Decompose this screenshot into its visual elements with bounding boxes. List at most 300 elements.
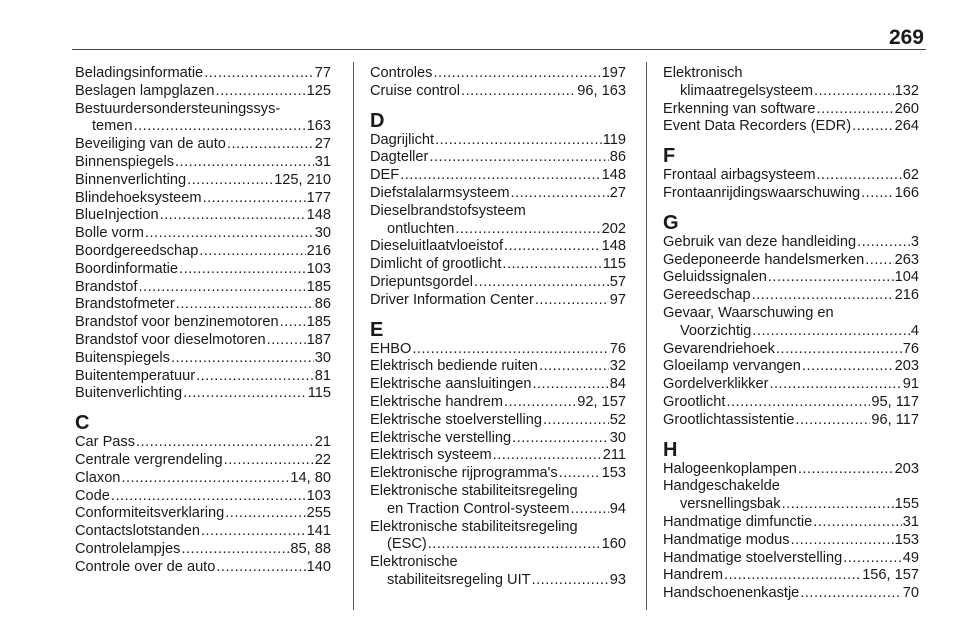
index-entry-title: Boordgereedschap	[75, 242, 199, 259]
index-entry	[75, 243, 331, 261]
dot-leader	[267, 332, 306, 350]
dot-leader	[196, 368, 314, 386]
dot-leader	[199, 243, 305, 261]
index-letter-heading: F	[663, 145, 676, 168]
index-entry	[370, 274, 626, 292]
index-entry	[75, 559, 331, 577]
index-entry	[75, 172, 331, 190]
index-letter-heading: E	[370, 318, 384, 341]
index-entry-title: Bolle vorm	[75, 225, 144, 242]
index-entry	[370, 376, 626, 394]
index-entry-title: Frontaal airbagsysteem	[663, 167, 816, 184]
index-entry	[75, 434, 331, 452]
dot-leader	[798, 461, 894, 479]
index-entry-title: Grootlicht	[663, 393, 726, 410]
index-entry	[663, 514, 919, 532]
index-entry-title: Controle over de auto	[75, 558, 216, 575]
index-entry	[370, 465, 626, 483]
index-entry	[75, 452, 331, 470]
index-entry-title: Diefstalalarmsysteem	[370, 184, 510, 201]
dot-leader	[768, 269, 894, 287]
index-entry-pages: 27	[314, 136, 331, 153]
dot-leader	[769, 376, 901, 394]
index-entry-title: Binnenspiegels	[75, 153, 174, 170]
index-entry-title: Buitentemperatuur	[75, 367, 196, 384]
dot-leader	[111, 488, 306, 506]
index-entry	[75, 190, 331, 208]
index-entry-title: Handmatige modus	[663, 531, 790, 548]
index-entry-title: Gereedschap	[663, 287, 751, 304]
dot-leader	[817, 101, 894, 119]
index-entry-pages: 103	[306, 260, 331, 277]
index-entry-title: Centrale vergrendeling	[75, 451, 223, 468]
dot-leader	[502, 256, 601, 274]
index-entry-pages: 187	[306, 331, 331, 348]
index-entry-pages: 255	[306, 505, 331, 522]
dot-leader	[216, 559, 305, 577]
index-entry-pages: 30	[314, 349, 331, 366]
index-entry-pages: 81	[314, 367, 331, 384]
dot-leader	[795, 412, 870, 430]
index-entry	[663, 83, 919, 101]
index-entry-title: Gordelverklikker	[663, 376, 769, 393]
index-entry	[370, 536, 626, 554]
index-letter-heading: C	[75, 412, 90, 435]
dot-leader	[474, 274, 609, 292]
index-entry-title: Buitenspiegels	[75, 349, 170, 366]
index-entry-title: Gevarendriehoek	[663, 340, 775, 357]
index-entry-pages: 30	[314, 225, 331, 242]
index-entry	[370, 221, 626, 239]
index-entry	[370, 501, 626, 519]
index-entry-pages: 70	[902, 585, 919, 602]
dot-leader	[160, 207, 306, 225]
index-entry-title: Erkenning van software	[663, 100, 816, 117]
dot-leader	[800, 585, 901, 603]
index-entry-pages: 148	[306, 207, 331, 224]
dot-leader	[412, 341, 608, 359]
index-entry-title: Dimlicht of grootlicht	[370, 256, 502, 273]
header-rule	[72, 49, 926, 50]
index-entry-title: (ESC)	[387, 536, 427, 553]
index-entry-pages: 76	[609, 340, 626, 357]
index-entry-title: Elektrisch systeem	[370, 447, 492, 464]
index-entry-title: stabiliteitsregeling UIT	[387, 571, 531, 588]
index-entry-title: Driver Information Center	[370, 291, 534, 308]
index-entry	[75, 207, 331, 225]
dot-leader	[461, 83, 576, 101]
dot-leader	[227, 136, 314, 154]
index-entry-pages: 57	[609, 273, 626, 290]
index-entry-pages: 141	[306, 523, 331, 540]
index-entry-title: Controles	[370, 65, 433, 81]
dot-leader	[504, 394, 576, 412]
dot-leader	[782, 496, 894, 514]
index-entry	[75, 154, 331, 172]
index-entry-title: Brandstofmeter	[75, 296, 175, 313]
index-entry-title: Grootlichtassistentie	[663, 411, 795, 428]
index-letter-heading: H	[663, 438, 678, 461]
index-entry-pages: 263	[894, 251, 919, 268]
dot-leader	[543, 412, 609, 430]
index-entry	[663, 252, 919, 270]
index-entry-title: Car Pass	[75, 434, 136, 451]
index-entry-title: Gedeponeerde handelsmerken	[663, 251, 865, 268]
index-entry-pages: 77	[314, 65, 331, 81]
index-entry-heading-line: Elektronische stabiliteitsregeling	[370, 482, 578, 499]
index-entry	[75, 136, 331, 154]
dot-leader	[752, 323, 909, 341]
index-entry-pages: 49	[902, 549, 919, 566]
index-entry	[663, 532, 919, 550]
index-entry	[663, 234, 919, 252]
dot-leader	[512, 430, 609, 448]
dot-leader	[429, 149, 608, 167]
index-entry-title: Code	[75, 487, 110, 504]
index-column-3	[663, 65, 919, 603]
index-entry	[663, 185, 919, 203]
index-entry	[370, 292, 626, 310]
index-entry	[75, 118, 331, 136]
index-entry-pages: 132	[894, 82, 919, 99]
index-entry	[75, 350, 331, 368]
index-entry-title: Brandstof voor benzinemotoren	[75, 314, 279, 331]
index-entry-title: klimaatregelsysteem	[680, 82, 814, 99]
index-entry	[663, 358, 919, 376]
dot-leader	[752, 287, 894, 305]
dot-leader	[532, 376, 608, 394]
index-entry-title: Controlelampjes	[75, 540, 181, 557]
index-entry-title: versnellingsbak	[680, 496, 781, 513]
dot-leader	[280, 314, 306, 332]
dot-leader	[138, 279, 305, 297]
dot-leader	[455, 221, 600, 239]
index-entry-title: Elektrische stoelverstelling	[370, 411, 542, 428]
dot-leader	[539, 358, 609, 376]
index-entry-pages: 211	[602, 447, 626, 464]
index-entry-title: Handrem	[663, 567, 724, 584]
index-column-2	[370, 65, 626, 590]
index-entry	[663, 269, 919, 287]
index-entry	[370, 132, 626, 150]
index-entry-title: Handmatige stoelverstelling	[663, 549, 843, 566]
index-entry-pages: 93	[609, 571, 626, 588]
index-entry	[663, 118, 919, 136]
index-entry-heading-line: Elektronisch	[663, 65, 743, 81]
index-entry-pages: 4	[910, 322, 919, 339]
dot-leader	[428, 536, 601, 554]
index-entry-pages: 92, 157	[577, 393, 626, 410]
dot-leader	[802, 358, 894, 376]
index-entry	[663, 341, 919, 359]
index-entry	[75, 332, 331, 350]
dot-leader	[145, 225, 314, 243]
index-entry	[663, 585, 919, 603]
dot-leader	[121, 470, 289, 488]
index-entry	[75, 261, 331, 279]
index-entry-title: Geluidssignalen	[663, 269, 767, 286]
index-entry-pages: 260	[894, 100, 919, 117]
index-entry-pages: 148	[601, 167, 626, 184]
index-entry	[75, 225, 331, 243]
index-entry-heading-line: Handgeschakelde	[663, 478, 780, 495]
index-entry-title: ontluchten	[387, 220, 455, 237]
index-entry-pages: 27	[609, 184, 626, 201]
index-entry-pages: 115	[307, 385, 331, 402]
index-entry-title: Voorzichtig	[680, 322, 752, 339]
index-entry-pages: 119	[602, 131, 626, 148]
index-entry	[75, 541, 331, 559]
index-entry-title: Brandstof	[75, 278, 138, 295]
index-entry-pages: 30	[609, 429, 626, 446]
dot-leader	[814, 83, 894, 101]
index-entry-pages: 86	[314, 296, 331, 313]
dot-leader	[504, 238, 601, 256]
index-entry-pages: 104	[894, 269, 919, 286]
index-entry	[370, 65, 626, 83]
index-entry-pages: 153	[894, 531, 919, 548]
index-entry	[75, 385, 331, 403]
index-entry-pages: 96, 163	[577, 82, 626, 99]
index-entry	[370, 238, 626, 256]
index-entry-pages: 86	[609, 149, 626, 166]
index-entry-pages: 94	[609, 500, 626, 517]
index-entry-pages: 166	[894, 184, 919, 201]
dot-leader	[791, 532, 894, 550]
index-entry-pages: 216	[894, 287, 919, 304]
index-entry-heading-line: Gevaar, Waarschuwing en	[663, 304, 834, 321]
dot-leader	[559, 465, 601, 483]
index-entry	[663, 412, 919, 430]
index-entry	[75, 505, 331, 523]
index-entry-pages: 160	[601, 536, 626, 553]
index-entry-title: Elektrische aansluitingen	[370, 376, 532, 393]
index-entry-pages: 103	[306, 487, 331, 504]
dot-leader	[843, 550, 901, 568]
index-entry	[370, 394, 626, 412]
index-entry	[663, 323, 919, 341]
index-entry-title: Handmatige dimfunctie	[663, 513, 813, 530]
index-entry-pages: 85, 88	[290, 540, 331, 557]
index-entry-pages: 96, 117	[871, 411, 919, 428]
index-entry-title: Boordinformatie	[75, 260, 179, 277]
dot-leader	[136, 434, 314, 452]
index-entry	[370, 83, 626, 101]
index-entry-pages: 203	[894, 358, 919, 375]
index-entry	[370, 412, 626, 430]
index-entry-heading-line: Bestuurdersondersteuningssys-	[75, 100, 281, 117]
dot-leader	[400, 167, 600, 185]
index-entry-title: Elektrische handrem	[370, 393, 504, 410]
index-entry-title: Beladingsinformatie	[75, 65, 204, 81]
index-entry	[75, 296, 331, 314]
dot-leader	[203, 190, 306, 208]
index-entry	[75, 470, 331, 488]
index-entry-pages: 125, 210	[274, 171, 331, 188]
index-entry	[75, 83, 331, 101]
index-entry-title: temen	[92, 118, 133, 135]
dot-leader	[852, 118, 893, 136]
dot-leader	[857, 234, 910, 252]
dot-leader	[225, 505, 305, 523]
dot-leader	[224, 452, 314, 470]
index-entry-title: Conformiteitsverklaring	[75, 505, 225, 522]
index-entry-title: EHBO	[370, 340, 412, 357]
index-entry	[75, 279, 331, 297]
index-entry-title: Elektrische verstelling	[370, 429, 512, 446]
index-entry-title: Binnenverlichting	[75, 171, 187, 188]
index-entry-pages: 197	[601, 65, 626, 81]
dot-leader	[535, 292, 609, 310]
index-entry-pages: 202	[601, 220, 626, 237]
index-entry-title: Driepuntsgordel	[370, 273, 474, 290]
index-entry	[663, 461, 919, 479]
index-entry-title: en Traction Control-systeem	[387, 500, 570, 517]
dot-leader	[435, 132, 602, 150]
index-entry-title: Halogeenkoplampen	[663, 460, 797, 477]
index-entry	[370, 341, 626, 359]
index-entry-title: DEF	[370, 167, 400, 184]
index-entry-pages: 52	[609, 411, 626, 428]
dot-leader	[187, 172, 273, 190]
index-entry-pages: 31	[902, 513, 919, 530]
index-entry-title: Dagteller	[370, 149, 429, 166]
index-letter-heading: D	[370, 109, 385, 132]
index-entry	[75, 65, 331, 83]
index-entry-title: Dagrijlicht	[370, 131, 435, 148]
dot-leader	[175, 154, 314, 172]
dot-leader	[201, 523, 306, 541]
dot-leader	[204, 65, 314, 83]
dot-leader	[724, 567, 861, 585]
dot-leader	[183, 385, 307, 403]
index-entry-pages: 21	[314, 434, 331, 451]
index-entry-pages: 156, 157	[862, 567, 919, 584]
dot-leader	[571, 501, 609, 519]
index-entry-title: Blindehoeksysteem	[75, 189, 202, 206]
index-entry-heading-line: Elektronische stabiliteitsregeling	[370, 518, 578, 535]
column-divider-1	[353, 62, 354, 610]
index-entry-pages: 185	[306, 278, 331, 295]
index-entry	[370, 167, 626, 185]
index-entry-pages: 32	[609, 358, 626, 375]
index-entry-pages: 97	[609, 291, 626, 308]
index-entry-title: Beveiliging van de auto	[75, 136, 226, 153]
index-column-1	[75, 65, 331, 577]
dot-leader	[817, 167, 902, 185]
index-entry-title: Elektrisch bediende ruiten	[370, 358, 538, 375]
index-entry-pages: 76	[902, 340, 919, 357]
index-entry-title: BlueInjection	[75, 207, 159, 224]
index-entry-pages: 125	[306, 82, 331, 99]
index-entry-pages: 264	[894, 118, 919, 135]
index-entry	[663, 567, 919, 585]
dot-leader	[134, 118, 306, 136]
index-entry-pages: 62	[902, 167, 919, 184]
index-entry-pages: 3	[910, 233, 919, 250]
index-entry	[370, 256, 626, 274]
dot-leader	[865, 252, 893, 270]
index-entry-title: Gebruik van deze handleiding	[663, 233, 857, 250]
index-entry	[663, 167, 919, 185]
index-entry	[663, 394, 919, 412]
dot-leader	[171, 350, 314, 368]
index-entry-title: Elektronische rijprogramma's	[370, 465, 558, 482]
index-entry-title: Brandstof voor dieselmotoren	[75, 331, 266, 348]
dot-leader	[861, 185, 894, 203]
dot-leader	[433, 65, 600, 83]
index-entry-title: Handschoenenkastje	[663, 585, 800, 602]
index-entry-pages: 140	[306, 558, 331, 575]
index-entry-heading-line: Dieselbrandstofsysteem	[370, 202, 526, 219]
index-entry-title: Cruise control	[370, 82, 461, 99]
dot-leader	[776, 341, 902, 359]
dot-leader	[726, 394, 870, 412]
index-entry	[370, 185, 626, 203]
dot-leader	[813, 514, 902, 532]
index-entry-pages: 185	[306, 314, 331, 331]
index-entry-pages: 203	[894, 460, 919, 477]
dot-leader	[532, 572, 609, 590]
page-number: 269	[888, 26, 924, 49]
index-entry-pages: 84	[609, 376, 626, 393]
column-divider-2	[646, 62, 647, 610]
index-entry-pages: 155	[894, 496, 919, 513]
index-letter-heading: G	[663, 211, 679, 234]
index-entry-pages: 22	[314, 451, 331, 468]
index-entry-pages: 216	[306, 242, 331, 259]
dot-leader	[176, 296, 314, 314]
index-entry-title: Buitenverlichting	[75, 385, 183, 402]
dot-leader	[179, 261, 306, 279]
dot-leader	[493, 447, 602, 465]
index-entry-heading-line: Elektronische	[370, 554, 458, 571]
index-entry	[75, 488, 331, 506]
index-entry	[370, 430, 626, 448]
index-entry-pages: 153	[601, 465, 626, 482]
index-entry	[370, 358, 626, 376]
index-entry-pages: 163	[306, 118, 331, 135]
index-entry-title: Dieseluitlaatvloeistof	[370, 238, 504, 255]
index-entry	[370, 447, 626, 465]
index-entry	[75, 368, 331, 386]
index-entry	[663, 101, 919, 119]
index-entry	[370, 572, 626, 590]
index-entry-pages: 14, 80	[290, 469, 331, 486]
index-entry	[663, 376, 919, 394]
index-entry-pages: 95, 117	[871, 393, 919, 410]
index-entry-title: Frontaanrijdingswaarschuwing	[663, 184, 861, 201]
index-entry-title: Gloeilamp vervangen	[663, 358, 801, 375]
index-entry	[663, 496, 919, 514]
index-entry	[75, 314, 331, 332]
dot-leader	[181, 541, 289, 559]
index-entry-pages: 31	[314, 153, 331, 170]
index-entry-pages: 115	[602, 256, 626, 273]
index-entry	[370, 149, 626, 167]
index-entry-title: Event Data Recorders (EDR)	[663, 118, 852, 135]
index-entry-title: Beslagen lampglazen	[75, 82, 215, 99]
index-entry-title: Contactslotstanden	[75, 523, 200, 540]
index-entry-pages: 148	[601, 238, 626, 255]
index-entry	[663, 550, 919, 568]
index-entry	[75, 523, 331, 541]
index-entry	[663, 287, 919, 305]
index-entry-title: Claxon	[75, 469, 121, 486]
dot-leader	[511, 185, 609, 203]
dot-leader	[216, 83, 306, 101]
index-entry-pages: 177	[306, 189, 331, 206]
